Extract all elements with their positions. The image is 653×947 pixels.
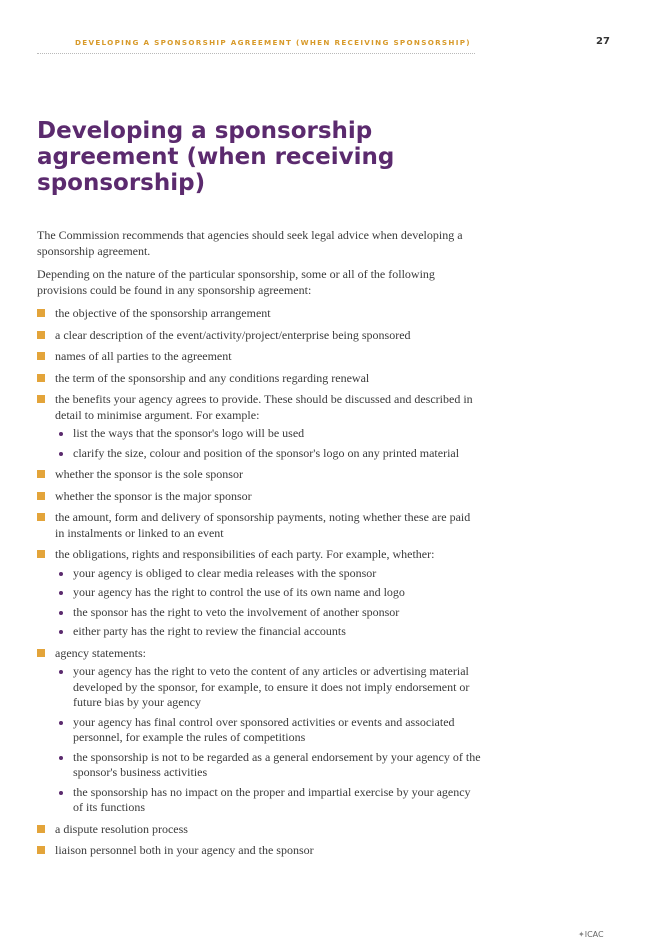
provision-item	[37, 547, 482, 640]
provision-text: liaison personnel both in your agency and the sponsor	[55, 843, 314, 857]
provision-item	[37, 646, 482, 816]
square-bullet-icon	[37, 331, 45, 339]
square-bullet-icon	[37, 825, 45, 833]
sub-item-text: your agency has the right to veto the content of any articles or advertising material developed by the sponsor, for example, to ensure it does not imply endorsement or future bias by your agency	[73, 664, 470, 709]
provision-item	[37, 328, 482, 344]
sub-item	[55, 566, 482, 582]
sub-item-text: clarify the size, colour and position of the sponsor's logo on any printed material	[73, 445, 460, 460]
provision-item	[37, 371, 482, 387]
provision-text: names of all parties to the agreement	[55, 349, 232, 363]
intro-paragraph: The Commission recommends that agencies should seek legal advice when developing a sponsorship agreement.	[37, 228, 463, 258]
provision-item	[37, 349, 482, 365]
square-bullet-icon	[37, 649, 45, 657]
square-bullet-icon	[37, 492, 45, 500]
provision-item	[37, 467, 482, 483]
sub-item	[55, 446, 482, 462]
page-number: 27	[596, 36, 610, 47]
square-bullet-icon	[37, 513, 45, 521]
provision-text: the term of the sponsorship and any conditions regarding renewal	[55, 370, 370, 385]
round-bullet-icon	[59, 670, 63, 674]
sub-list	[55, 566, 482, 640]
round-bullet-icon	[59, 572, 63, 576]
sub-list	[55, 426, 482, 461]
provision-text: the obligations, rights and responsibilities of each party. For example, whether:	[55, 547, 435, 561]
footer-logo	[578, 930, 604, 939]
sub-item	[55, 715, 482, 746]
provision-item	[37, 843, 482, 859]
sub-item-text: the sponsorship is not to be regarded as a general endorsement by your agency of the sponsor's business activities	[73, 749, 481, 779]
sub-item-text: the sponsorship has no impact on the proper and impartial exercise by your agency of its functions	[73, 784, 471, 814]
provision-text: the amount, form and delivery of sponsorship payments, noting whether these are paid in instalments or linked to an event	[55, 510, 471, 540]
provision-text: whether the sponsor is the sole sponsor	[55, 467, 243, 481]
sub-item-text: your agency has the right to control the use of its own name and logo	[73, 585, 405, 599]
square-bullet-icon	[37, 846, 45, 854]
round-bullet-icon	[59, 791, 63, 795]
sub-item-text: either party has the right to review the financial accounts	[73, 624, 346, 638]
sub-item	[55, 426, 482, 442]
provisions-list	[37, 306, 482, 859]
sub-item-text: the sponsor has the right to veto the involvement of another sponsor	[73, 604, 400, 619]
square-bullet-icon	[37, 352, 45, 360]
round-bullet-icon	[59, 630, 63, 634]
sub-item-text: list the ways that the sponsor's logo will be used	[73, 426, 305, 440]
sub-item	[55, 785, 482, 816]
icac-logo-icon: ✦	[578, 930, 585, 939]
square-bullet-icon	[37, 550, 45, 558]
provision-item	[37, 306, 482, 322]
round-bullet-icon	[59, 432, 63, 436]
provision-text: a dispute resolution process	[55, 821, 188, 836]
sub-item	[55, 750, 482, 781]
provision-item	[37, 392, 482, 461]
square-bullet-icon	[37, 395, 45, 403]
sub-item	[55, 605, 482, 621]
round-bullet-icon	[59, 611, 63, 615]
square-bullet-icon	[37, 470, 45, 478]
sub-item	[55, 585, 482, 601]
round-bullet-icon	[59, 591, 63, 595]
body-content	[37, 228, 482, 865]
provision-item	[37, 510, 482, 541]
page-title: Developing a sponsorship agreement (when receiving sponsorship)	[37, 118, 395, 196]
provision-text: the objective of the sponsorship arrangement	[55, 306, 271, 320]
intro-paragraph: Depending on the nature of the particular sponsorship, some or all of the following provisions could be found in any sponsorship agreement:	[37, 267, 435, 297]
square-bullet-icon	[37, 309, 45, 317]
square-bullet-icon	[37, 374, 45, 382]
provision-text: agency statements:	[55, 645, 146, 660]
provision-text: a clear description of the event/activity/project/enterprise being sponsored	[55, 327, 411, 342]
provision-text: whether the sponsor is the major sponsor	[55, 488, 252, 503]
round-bullet-icon	[59, 756, 63, 760]
round-bullet-icon	[59, 452, 63, 456]
provision-text: the benefits your agency agrees to provide. These should be discussed and described in detail to minimise argument. For example:	[55, 392, 473, 422]
provision-item	[37, 822, 482, 838]
header-divider	[37, 53, 475, 54]
sub-item-text: your agency is obliged to clear media releases with the sponsor	[73, 565, 377, 580]
sub-item	[55, 664, 482, 711]
footer-logo-text: ICAC	[584, 930, 604, 939]
sub-item	[55, 624, 482, 640]
sub-list	[55, 664, 482, 816]
running-head: DEVELOPING A SPONSORSHIP AGREEMENT (WHEN RECEIVING SPONSORSHIP)	[75, 38, 471, 47]
provision-item	[37, 489, 482, 505]
round-bullet-icon	[59, 721, 63, 725]
sub-item-text: your agency has final control over sponsored activities or events and associated personnel, for example the rules of competitions	[73, 714, 455, 744]
